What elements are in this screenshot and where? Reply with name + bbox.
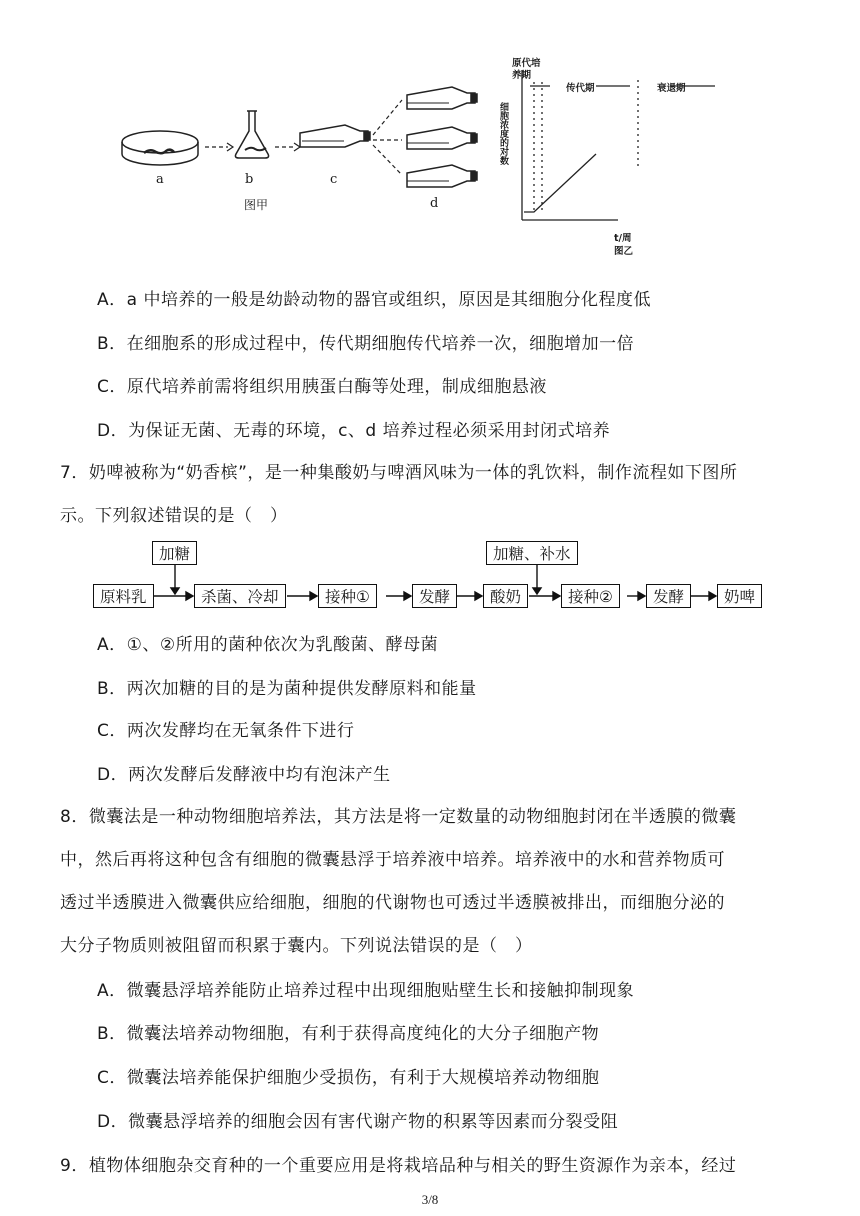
label-c: c: [330, 172, 338, 187]
flow-step-milk-beer: 奶啤: [717, 584, 762, 608]
q6-option-a: A．a 中培养的一般是幼龄动物的器官或组织，原因是其细胞分化程度低: [97, 290, 651, 310]
figure-caption-jia: 图甲: [244, 198, 269, 212]
q8-option-a: A．微囊悬浮培养能防止培养过程中出现细胞贴壁生长和接触抑制现象: [97, 981, 635, 1001]
chart-caption: 图乙: [614, 246, 634, 257]
q9-stem-line1: 9．植物体细胞杂交育种的一个重要应用是将栽培品种与相关的野生资源作为亲本，经过: [60, 1156, 737, 1176]
q7-option-c: C．两次发酵均在无氧条件下进行: [97, 721, 355, 741]
label-a: a: [156, 172, 164, 187]
q7-option-b: B．两次加糖的目的是为菌种提供发酵原料和能量: [97, 679, 477, 699]
label-b: b: [245, 172, 254, 187]
q8-stem-line4: 大分子物质则被阻留而积累于囊内。下列说法错误的是（ ）: [60, 936, 533, 956]
q7-stem-line2: 示。下列叙述错误的是（ ）: [60, 506, 288, 526]
flow-step-yogurt: 酸奶: [483, 584, 528, 608]
q7-option-a: A．①、②所用的菌种依次为乳酸菌、酵母菌: [97, 635, 439, 655]
flow-step-ferment-1: 发酵: [412, 584, 457, 608]
q8-stem-line2: 中，然后再将这种包含有细胞的微囊悬浮于培养液中培养。培养液中的水和营养物质可: [60, 850, 725, 870]
q6-option-d: D．为保证无菌、无毒的环境，c、d 培养过程必须采用封闭式培养: [97, 421, 611, 441]
q6-option-c: C．原代培养前需将组织用胰蛋白酶等处理，制成细胞悬液: [97, 377, 547, 397]
label-d: d: [430, 196, 439, 211]
flow-step-sterilize: 杀菌、冷却: [194, 584, 286, 608]
chart-xlabel: t/周: [614, 233, 632, 244]
chart-ylabel: 细胞浓度的对数: [498, 102, 508, 165]
chart-phase-passage: 传代期: [566, 83, 595, 94]
q8-stem-line1: 8．微囊法是一种动物细胞培养法，其方法是将一定数量的动物细胞封闭在半透膜的微囊: [60, 807, 737, 827]
chart-phase-decline: 衰退期: [657, 83, 686, 94]
flow-add-sugar-1: 加糖: [152, 541, 197, 565]
flow-add-sugar-water: 加糖、补水: [486, 541, 578, 565]
page-number: 3/8: [421, 1192, 439, 1207]
flow-step-ferment-2: 发酵: [646, 584, 691, 608]
q8-option-b: B．微囊法培养动物细胞，有利于获得高度纯化的大分子细胞产物: [97, 1024, 600, 1044]
flow-step-raw-milk: 原料乳: [93, 584, 154, 608]
flow-step-inoculate-2: 接种②: [561, 584, 620, 608]
q8-option-c: C．微囊法培养能保护细胞少受损伤，有利于大规模培养动物细胞: [97, 1068, 600, 1088]
q7-stem-line1: 7．奶啤被称为“奶香槟”，是一种集酸奶与啤酒风味为一体的乳饮料，制作流程如下图所: [60, 463, 738, 483]
q7-option-d: D．两次发酵后发酵液中均有泡沫产生: [97, 765, 391, 785]
q8-stem-line3: 透过半透膜进入微囊供应给细胞，细胞的代谢物也可透过半透膜被排出，而细胞分泌的: [60, 893, 725, 913]
q8-option-d: D．微囊悬浮培养的细胞会因有害代谢产物的积累等因素而分裂受阻: [97, 1112, 619, 1132]
flow-step-inoculate-1: 接种①: [318, 584, 377, 608]
q6-option-b: B．在细胞系的形成过程中，传代期细胞传代培养一次，细胞增加一倍: [97, 334, 635, 354]
chart-title: 原代培养期: [512, 58, 541, 81]
